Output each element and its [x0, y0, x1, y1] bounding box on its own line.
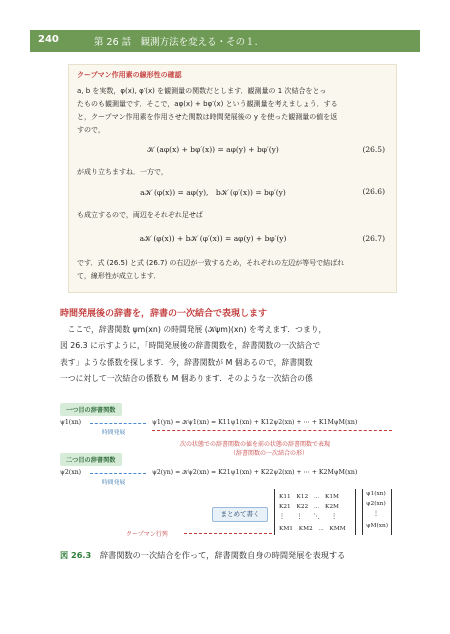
- body-line-1: ここで，辞書関数 ψm(xn) の時間発展 (𝒦ψm)(xn) を考えます．つまり，: [60, 325, 327, 334]
- koopman-matrix-label: クープマン行列: [126, 531, 168, 538]
- equation-26-7-expr: a𝒦 (φ(x)) + b𝒦 (φ′(x)) = aφ(y) + bφ′(y): [139, 234, 287, 243]
- body-paragraph: [60, 322, 396, 387]
- box-para3: も成立するので，両辺をそれぞれ足せば: [77, 211, 203, 219]
- linearity-check-box: [68, 64, 397, 293]
- matrix-row-1: K11 K12 ⋯ K1M: [279, 494, 339, 500]
- section-heading: 時間発展後の辞書を，辞書の一次結合で表現します: [60, 309, 268, 319]
- matrix-row-3: ⋮ ⋮ ⋱ ⋮: [279, 514, 337, 520]
- chapter-title: 第 26 話 観測方法を変える・その１.: [94, 37, 258, 48]
- box-para1-line3: と，クープマン作用素を作用させた関数は時間発展後の y を使った観測量の値を返: [77, 113, 338, 121]
- matrix-row-4: KM1 KM2 ⋯ KMM: [279, 526, 346, 532]
- second-dictionary-label: 二つ目の辞書関数: [60, 453, 122, 466]
- vector-row-1: ψ1(xn): [366, 491, 386, 497]
- box-para4-line1: です．式 (26.5) と式 (26.7) の右辺が一致するため，それぞれの左辺が等号で結ばれ: [77, 259, 345, 267]
- box-para4-line2: て，線形性が成立します．: [77, 272, 161, 280]
- box-para1-line1: a, b を実数，φ(x), φ′(x) を観測量の関数だとします．観測量の 1 次結合をとっ: [77, 87, 327, 95]
- psi1-xn: ψ1(xn): [60, 419, 82, 426]
- dictionary-vector: [362, 489, 392, 535]
- equation-26-6-expr: a𝒦 (φ(x)) = aφ(y), b𝒦 (φ′(x)) = bφ′(y): [140, 188, 286, 197]
- arrow-time-evolution-1: [90, 423, 146, 424]
- figure-caption: [60, 550, 345, 561]
- figure-caption-text: 辞書関数の一次結合を作って，辞書関数自身の時間発展を表現する: [99, 550, 346, 560]
- matrix-row-2: K21 K22 ⋯ K2M: [279, 504, 339, 510]
- equation-26-5-number: (26.5): [362, 145, 385, 154]
- equation-26-7: [77, 232, 389, 248]
- time-evolution-label-1: 時間発展: [102, 430, 126, 436]
- koopman-matrix-pointer: [184, 533, 272, 534]
- arrow-time-evolution-2: [90, 473, 146, 474]
- equation-26-5-expr: 𝒦 (aφ(x) + bφ′(x)) = aφ(y) + bφ′(y): [147, 145, 279, 154]
- vector-row-3: ⋮: [373, 511, 379, 517]
- body-line-3: 表す」ような係数を探します．今，辞書関数が M 個あるので，辞書関数: [60, 357, 313, 367]
- first-dictionary-label: 一つ目の辞書関数: [60, 403, 122, 416]
- equation-26-5: [77, 143, 389, 159]
- red-underline-1: [152, 430, 392, 431]
- time-evolution-label-2: 時間発展: [102, 480, 126, 486]
- koopman-matrix: [274, 489, 356, 535]
- page-number: 240: [38, 34, 59, 45]
- summary-button: まとめて書く: [212, 507, 268, 522]
- evolution-equation-2: ψ2(yn) = 𝒦ψ2(xn) = K21ψ1(xn) + K22ψ2(xn) + ⋯ + K2MψM(xn): [152, 469, 358, 476]
- evolution-equation-1: ψ1(yn) = 𝒦ψ1(xn) = K11ψ1(xn) + K12ψ2(xn) + ⋯ + K1MψM(xn): [152, 419, 358, 426]
- body-line-2: 図 26.3 に示すように，「時間発展後の辞書関数を，辞書関数の一次結合で: [60, 341, 321, 351]
- equation-26-6: [77, 185, 389, 201]
- note-line-2: （辞書関数の一次結合の形）: [230, 450, 309, 457]
- box-para1-line2: たものも観測量です．そこで，aφ(x) + bφ′(x) という観測量を考えましょう．する: [77, 100, 338, 108]
- equation-26-6-number: (26.6): [362, 187, 385, 196]
- vector-row-2: ψ2(xn): [366, 501, 386, 507]
- chapter-header-bar: [30, 30, 420, 52]
- box-title: クープマン作用素の線形性の確認: [77, 71, 182, 79]
- figure-number: 図 26.3: [60, 550, 92, 560]
- psi2-xn: ψ2(xn): [60, 469, 82, 476]
- figure-26-3: [60, 403, 396, 539]
- equation-26-7-number: (26.7): [362, 234, 385, 243]
- body-line-4: 一つに対して一次結合の係数も M 個あります．そのような一次結合の係: [60, 373, 313, 383]
- box-para1-line4: すので，: [77, 126, 105, 134]
- note-line-1: 次の状態での辞書関数の値を前の状態の辞書関数で表現: [180, 441, 331, 448]
- box-para2: が成り立ちますね．一方で，: [77, 168, 168, 176]
- vector-row-4: ψM(xn): [366, 523, 389, 529]
